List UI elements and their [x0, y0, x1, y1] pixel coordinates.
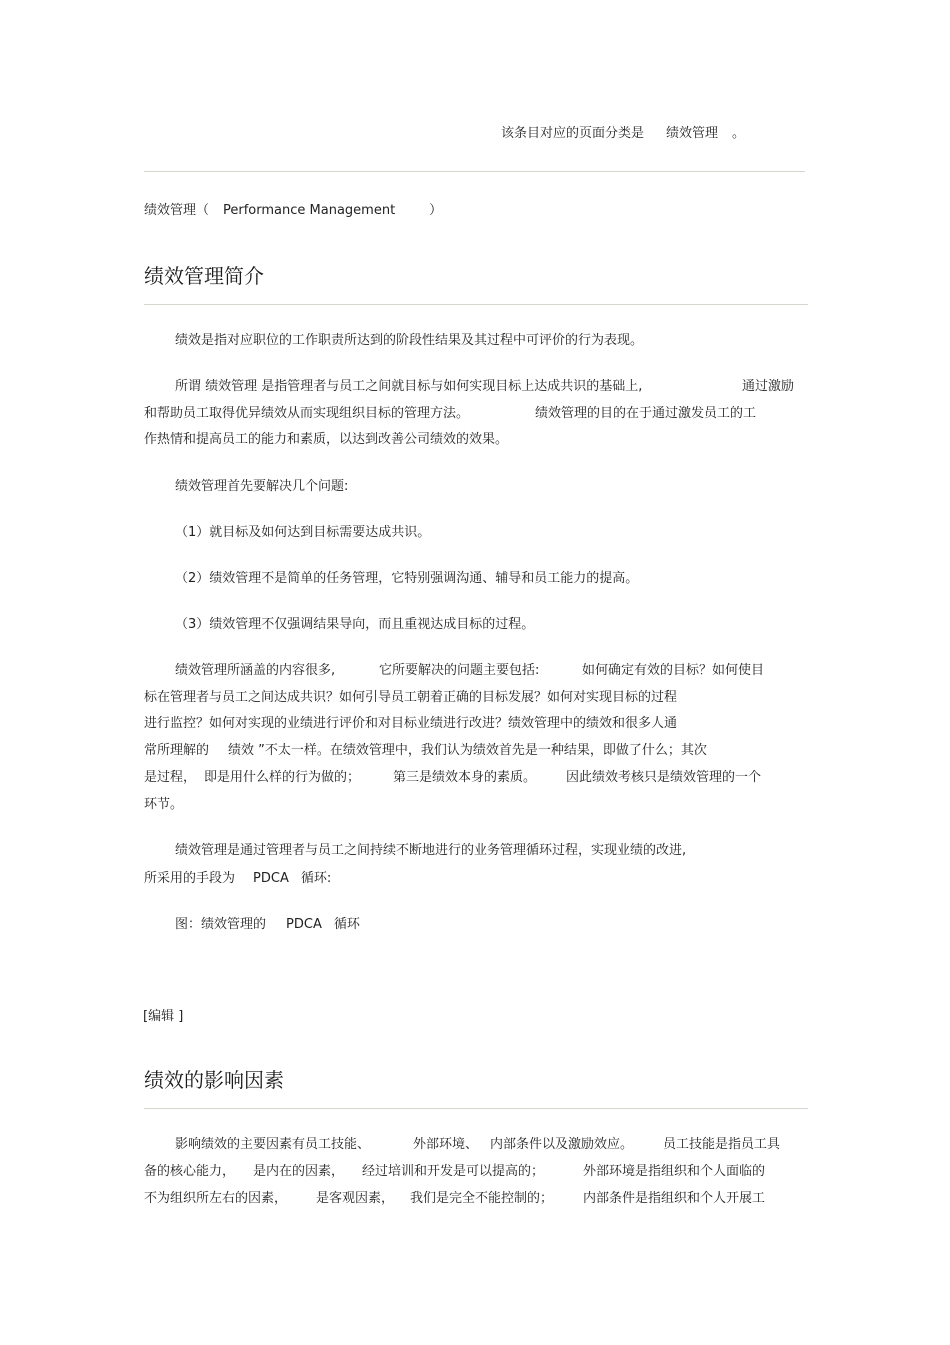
caption-fragment: 图：绩效管理的 — [175, 917, 267, 932]
paragraph-line: 绩效管理所涵盖的内容很多, — [175, 663, 336, 678]
category-line — [501, 125, 745, 143]
paragraph-line: 绩效 ”不太一样。在绩效管理中，我们认为绩效首先是一种结果，即做了什么；其次 — [228, 743, 707, 758]
section-heading-intro: 绩效管理简介 — [144, 264, 264, 288]
paragraph-line: 经过培训和开发是可以提高的； — [362, 1164, 545, 1179]
paragraph-line: 是客观因素， — [316, 1191, 395, 1206]
paragraph-line: 即是用什么样的行为做的； — [204, 770, 361, 785]
section-divider — [144, 1108, 808, 1109]
caption-fragment: 循环 — [333, 917, 360, 932]
paragraph-line: 它所要解决的问题主要包括: — [379, 663, 540, 678]
paragraph-line: 外部环境、 — [413, 1137, 479, 1152]
category-link[interactable]: 绩效管理 — [666, 126, 719, 141]
paragraph-line: 是过程， — [144, 770, 197, 785]
paragraph-line: 影响绩效的主要因素有员工技能、 — [175, 1137, 371, 1152]
title-cn: 绩效管理（ — [144, 203, 210, 218]
header-divider — [144, 171, 805, 172]
paragraph-line: 外部环境是指组织和个人面临的 — [583, 1164, 766, 1179]
paragraph-line: 通过激励 — [742, 379, 795, 394]
paragraph-line: 内部条件以及激励效应。 — [490, 1137, 634, 1152]
paragraph-line: 是内在的因素， — [253, 1164, 345, 1179]
list-item: （3）绩效管理不仅强调结果导向，而且重视达成目标的过程。 — [175, 617, 535, 632]
paragraph-line: 作热情和提高员工的能力和素质，以达到改善公司绩效的效果。 — [144, 432, 509, 447]
paragraph-line: 和帮助员工取得优异绩效从而实现组织目标的管理方法。 — [144, 406, 470, 421]
title-close: ） — [429, 203, 443, 218]
paragraph-line: 进行监控？如何对实现的业绩进行评价和对目标业绩进行改进？绩效管理中的绩效和很多人通 — [144, 716, 678, 731]
paragraph: 绩效管理首先要解决几个问题: — [175, 479, 349, 494]
paragraph-line: 我们是完全不能控制的； — [410, 1191, 554, 1206]
category-prefix: 该条目对应的页面分类是 — [501, 126, 645, 141]
paragraph: 绩效是指对应职位的工作职责所达到的阶段性结果及其过程中可评价的行为表现。 — [175, 333, 644, 348]
paragraph-line: 标在管理者与员工之间达成共识？如何引导员工朝着正确的目标发展？如何对实现目标的过程 — [144, 690, 678, 705]
category-suffix: 。 — [732, 126, 746, 141]
paragraph-line: 环节。 — [144, 797, 184, 812]
list-item: （2）绩效管理不是简单的任务管理，它特别强调沟通、辅导和员工能力的提高。 — [175, 571, 639, 586]
paragraph-line: 备的核心能力， — [144, 1164, 236, 1179]
paragraph-line: 常所理解的 — [144, 743, 210, 758]
paragraph-line: 如何确定有效的目标？如何使目 — [582, 663, 765, 678]
figure-caption — [175, 916, 360, 934]
text-fragment: 所采用的手段为 — [144, 871, 236, 886]
list-item: （1）就目标及如何达到目标需要达成共识。 — [175, 525, 431, 540]
caption-fragment: PDCA — [286, 917, 322, 932]
paragraph-line: 所谓 绩效管理 是指管理者与员工之间就目标与如何实现目标上达成共识的基础上, — [175, 379, 643, 394]
paragraph-line: 绩效管理的目的在于通过激发员工的工 — [535, 406, 757, 421]
paragraph-line: 内部条件是指组织和个人开展工 — [583, 1191, 766, 1206]
paragraph-line: 绩效管理是通过管理者与员工之间持续不断地进行的业务管理循环过程，实现业绩的改进, — [175, 843, 687, 858]
paragraph-line: 不为组织所左右的因素， — [144, 1191, 288, 1206]
title-en: Performance Management — [223, 203, 396, 218]
edit-link[interactable]: [编辑 ] — [143, 1009, 184, 1024]
section-divider — [144, 304, 808, 305]
paragraph-line: 因此绩效考核只是绩效管理的一个 — [566, 770, 762, 785]
text-fragment: PDCA — [253, 871, 289, 886]
paragraph-line: 第三是绩效本身的素质。 — [393, 770, 537, 785]
paragraph-line: 员工技能是指员工具 — [663, 1137, 781, 1152]
section-heading-factors: 绩效的影响因素 — [144, 1068, 284, 1092]
text-fragment: 循环: — [300, 871, 332, 886]
page-title — [144, 202, 442, 220]
paragraph-line — [144, 870, 331, 888]
